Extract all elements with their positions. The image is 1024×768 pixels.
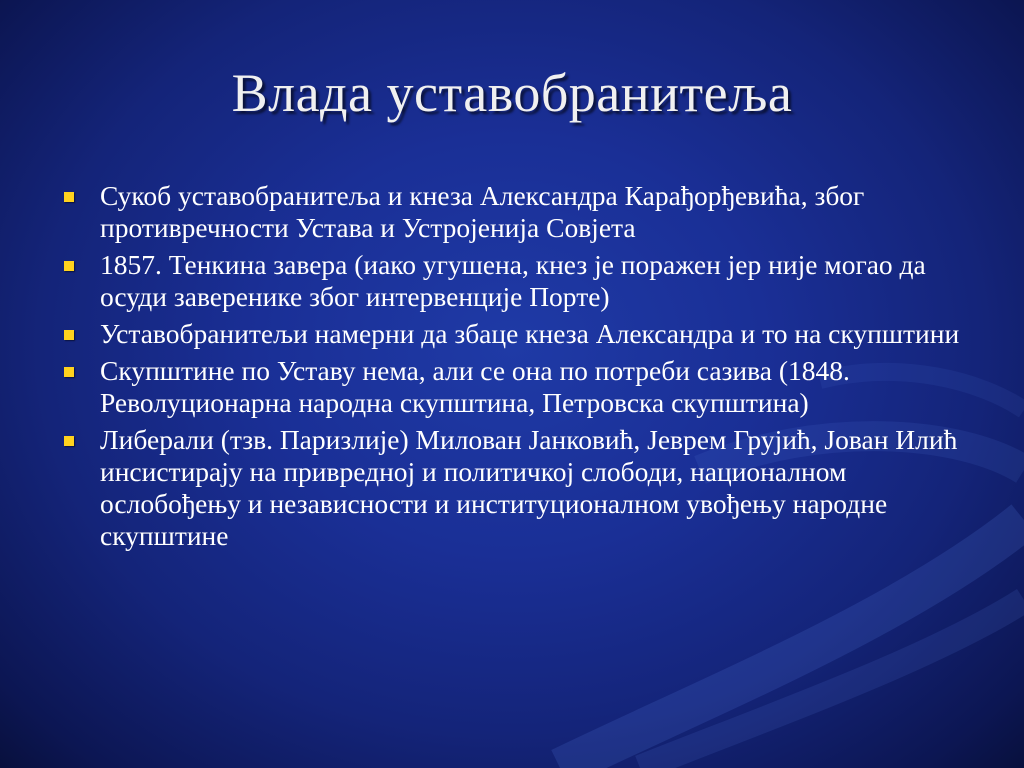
- bullet-list: [60, 180, 965, 557]
- bullet-text: Уставобранитељи намерни да збаце кнеза Александра и то на скупштини: [100, 318, 960, 349]
- slide-title: Влада уставобранитеља: [231, 63, 793, 123]
- bullet-item: [60, 249, 965, 313]
- bullet-square-icon: [64, 330, 74, 340]
- bullet-item: [60, 424, 965, 552]
- bullet-item: [60, 180, 965, 244]
- bullet-text: 1857. Тенкина завера (иако угушена, кнез је поражен јер није могао да осуди заверенике због интервенције Порте): [100, 249, 926, 312]
- bullet-text: Либерали (тзв. Паризлије) Милован Јанковић, Јеврем Грујић, Јован Илић инсистирају на привредној и политичкој слободи, националном ослобођењу и независности и институционалном увођењу народне скупштине: [100, 424, 958, 551]
- bullet-text: Скупштине по Уставу нема, али се она по потреби сазива (1848. Револуционарна народна скупштина, Петровска скупштина): [100, 355, 850, 418]
- bullet-square-icon: [64, 436, 74, 446]
- bullet-square-icon: [64, 192, 74, 202]
- bullet-item: [60, 318, 965, 350]
- bullet-square-icon: [64, 261, 74, 271]
- bullet-item: [60, 355, 965, 419]
- bullet-square-icon: [64, 367, 74, 377]
- bullet-text: Сукоб уставобранитеља и кнеза Александра Карађорђевића, због противречности Устава и Устројенија Совјета: [100, 180, 865, 243]
